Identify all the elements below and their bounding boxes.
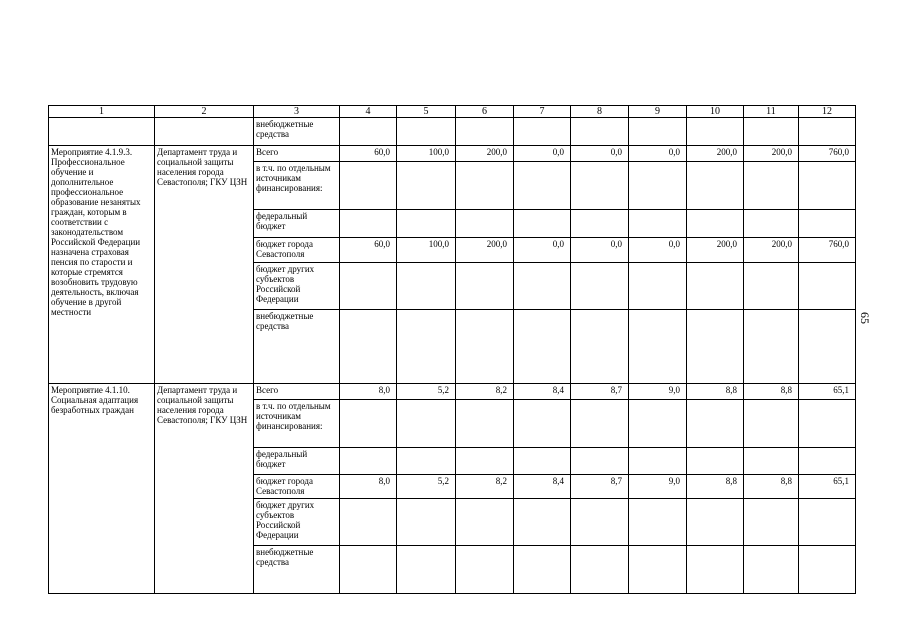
source-cell: федеральный бюджет [254, 448, 340, 475]
value-cell [456, 118, 514, 146]
value-cell: 8,4 [514, 475, 571, 499]
value-cell: 8,8 [687, 475, 744, 499]
value-cell [514, 400, 571, 448]
value-cell [397, 263, 456, 310]
value-cell [687, 118, 744, 146]
column-header: 3 [254, 106, 340, 118]
value-cell [629, 162, 687, 210]
value-cell [571, 400, 629, 448]
value-cell [629, 118, 687, 146]
column-header: 4 [340, 106, 397, 118]
value-cell [456, 499, 514, 546]
table-row [49, 118, 856, 146]
value-cell [687, 263, 744, 310]
value-cell: 0,0 [571, 146, 629, 162]
source-cell: бюджет города Севастополя [254, 475, 340, 499]
value-cell [514, 310, 571, 384]
value-cell: 60,0 [340, 146, 397, 162]
value-cell [514, 263, 571, 310]
value-cell: 8,8 [687, 384, 744, 400]
source-cell: внебюджетные средства [254, 546, 340, 594]
column-header: 2 [155, 106, 254, 118]
value-cell: 65,1 [799, 475, 856, 499]
source-cell: внебюджетные средства [254, 118, 340, 146]
value-cell [514, 499, 571, 546]
value-cell [687, 448, 744, 475]
value-cell [687, 162, 744, 210]
source-cell: Всего [254, 146, 340, 162]
value-cell [514, 448, 571, 475]
value-cell [744, 118, 799, 146]
value-cell [397, 400, 456, 448]
value-cell [397, 499, 456, 546]
column-header: 10 [687, 106, 744, 118]
value-cell [514, 118, 571, 146]
value-cell [744, 546, 799, 594]
value-cell [571, 118, 629, 146]
value-cell: 0,0 [514, 146, 571, 162]
value-cell [340, 210, 397, 238]
table-body [49, 106, 856, 594]
value-cell [514, 210, 571, 238]
value-cell [571, 162, 629, 210]
source-cell: бюджет других субъектов Российской Федерации [254, 263, 340, 310]
value-cell: 200,0 [744, 238, 799, 263]
value-cell [629, 448, 687, 475]
source-cell: в т.ч. по отдельным источникам финансирования: [254, 162, 340, 210]
value-cell [571, 310, 629, 384]
executor-cell [155, 118, 254, 146]
executor-cell: Департамент труда и социальной защиты населения города Севастополя; ГКУ ЦЗН [155, 146, 254, 384]
value-cell: 8,8 [744, 384, 799, 400]
column-header: 11 [744, 106, 799, 118]
source-cell: внебюджетные средства [254, 310, 340, 384]
value-cell: 760,0 [799, 238, 856, 263]
value-cell [340, 118, 397, 146]
value-cell: 8,2 [456, 384, 514, 400]
source-cell: в т.ч. по отдельным источникам финансирования: [254, 400, 340, 448]
executor-cell: Департамент труда и социальной защиты населения города Севастополя; ГКУ ЦЗН [155, 384, 254, 594]
value-cell [514, 162, 571, 210]
column-header: 8 [571, 106, 629, 118]
page-number: 65 [858, 312, 872, 324]
value-cell [799, 210, 856, 238]
value-cell: 8,7 [571, 384, 629, 400]
value-cell: 0,0 [571, 238, 629, 263]
value-cell [340, 499, 397, 546]
value-cell: 100,0 [397, 238, 456, 263]
value-cell: 9,0 [629, 475, 687, 499]
value-cell [456, 400, 514, 448]
value-cell [629, 210, 687, 238]
value-cell: 200,0 [687, 238, 744, 263]
value-cell [340, 310, 397, 384]
value-cell [397, 448, 456, 475]
measure-name-cell: Мероприятие 4.1.10. Социальная адаптация безработных граждан [49, 384, 155, 594]
value-cell: 200,0 [456, 238, 514, 263]
value-cell [571, 448, 629, 475]
value-cell [629, 310, 687, 384]
value-cell: 8,8 [744, 475, 799, 499]
value-cell [629, 263, 687, 310]
value-cell: 200,0 [456, 146, 514, 162]
value-cell [397, 162, 456, 210]
value-cell [799, 263, 856, 310]
value-cell [456, 310, 514, 384]
value-cell [456, 263, 514, 310]
value-cell [799, 310, 856, 384]
table-row [49, 146, 856, 162]
value-cell [744, 499, 799, 546]
value-cell [571, 263, 629, 310]
value-cell: 8,0 [340, 384, 397, 400]
value-cell: 8,7 [571, 475, 629, 499]
value-cell [340, 263, 397, 310]
value-cell [687, 310, 744, 384]
source-cell: Всего [254, 384, 340, 400]
table-row [49, 384, 856, 400]
value-cell [629, 499, 687, 546]
header-row [49, 106, 856, 118]
column-header: 1 [49, 106, 155, 118]
source-cell: бюджет города Севастополя [254, 238, 340, 263]
value-cell [514, 546, 571, 594]
value-cell [799, 499, 856, 546]
value-cell [799, 448, 856, 475]
value-cell [340, 546, 397, 594]
column-header: 5 [397, 106, 456, 118]
value-cell: 0,0 [629, 146, 687, 162]
value-cell: 60,0 [340, 238, 397, 263]
value-cell: 8,2 [456, 475, 514, 499]
column-header: 12 [799, 106, 856, 118]
measure-cell [49, 118, 155, 146]
value-cell [687, 210, 744, 238]
source-cell: бюджет других субъектов Российской Федерации [254, 499, 340, 546]
value-cell: 0,0 [629, 238, 687, 263]
value-cell [397, 310, 456, 384]
value-cell [571, 210, 629, 238]
value-cell [744, 448, 799, 475]
value-cell [744, 310, 799, 384]
value-cell [456, 546, 514, 594]
value-cell: 0,0 [514, 238, 571, 263]
value-cell [456, 210, 514, 238]
value-cell [629, 400, 687, 448]
value-cell [799, 118, 856, 146]
source-cell: федеральный бюджет [254, 210, 340, 238]
value-cell: 200,0 [744, 146, 799, 162]
column-header: 9 [629, 106, 687, 118]
value-cell: 65,1 [799, 384, 856, 400]
value-cell [571, 499, 629, 546]
value-cell: 200,0 [687, 146, 744, 162]
value-cell [340, 400, 397, 448]
value-cell [397, 118, 456, 146]
value-cell [340, 162, 397, 210]
value-cell [340, 448, 397, 475]
value-cell [687, 546, 744, 594]
value-cell: 9,0 [629, 384, 687, 400]
value-cell: 100,0 [397, 146, 456, 162]
value-cell [744, 263, 799, 310]
value-cell [744, 400, 799, 448]
value-cell [799, 400, 856, 448]
value-cell [744, 210, 799, 238]
value-cell: 5,2 [397, 384, 456, 400]
value-cell [571, 546, 629, 594]
measure-name-cell: Мероприятие 4.1.9.3. Профессиональное обучение и дополнительное профессиональное образование незанятых граждан, которым в соответствии с законодательством Российской Федерации назначена страховая пенсия по старости и которые стремятся возобновить трудовую деятельность, включая обучение в другой местности [49, 146, 155, 384]
value-cell [397, 210, 456, 238]
value-cell: 8,4 [514, 384, 571, 400]
value-cell [456, 448, 514, 475]
value-cell [799, 546, 856, 594]
value-cell [744, 162, 799, 210]
value-cell [397, 546, 456, 594]
value-cell: 8,0 [340, 475, 397, 499]
value-cell [687, 400, 744, 448]
value-cell [799, 162, 856, 210]
value-cell [629, 546, 687, 594]
value-cell: 5,2 [397, 475, 456, 499]
value-cell: 760,0 [799, 146, 856, 162]
value-cell [687, 499, 744, 546]
value-cell [456, 162, 514, 210]
column-header: 6 [456, 106, 514, 118]
financing-table [48, 105, 856, 594]
column-header: 7 [514, 106, 571, 118]
